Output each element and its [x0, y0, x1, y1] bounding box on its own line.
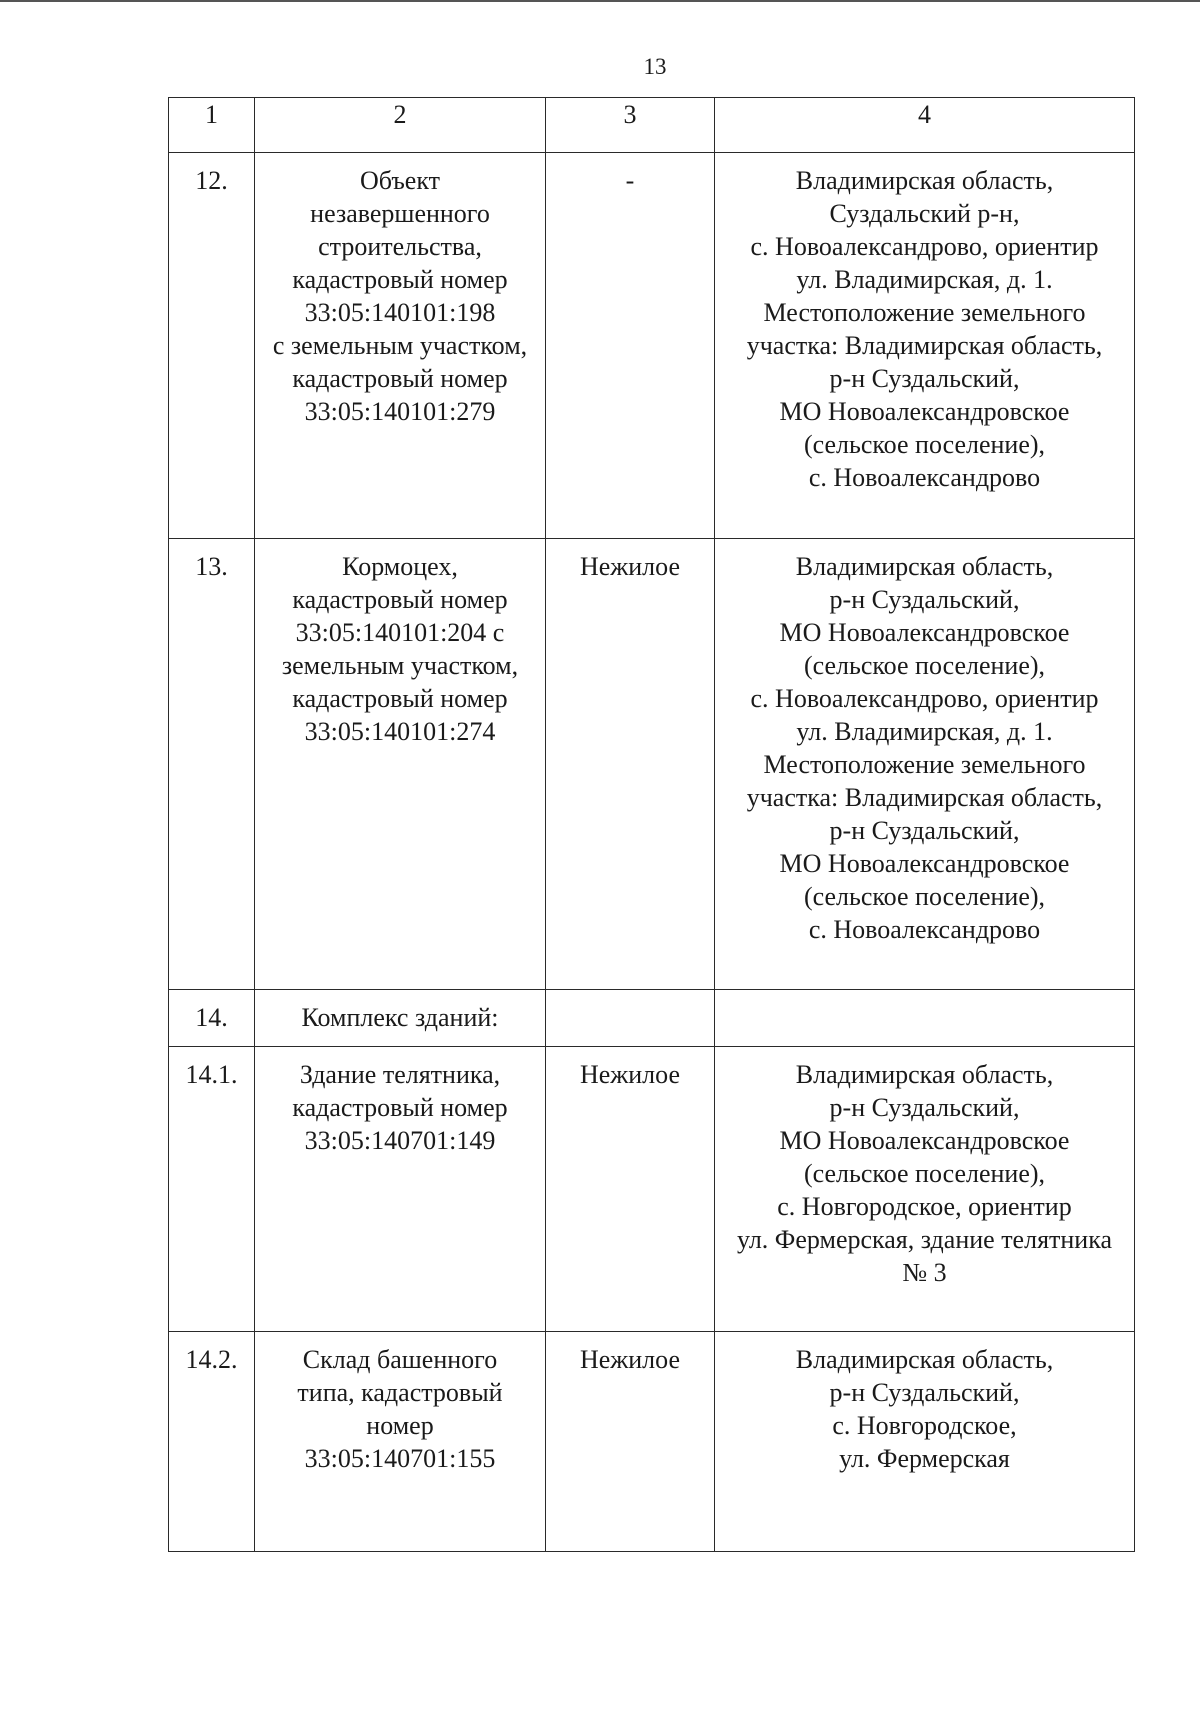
- object-address: Владимирская область, р-н Суздальский, МО Новоалександровское (сельское поселение), с. Новоалександрово, ориентир ул. Владимирская, д. 1. Местоположение земельного участка: Владимирская область, р-н Суздальский, МО Новоалександровское (сельское поселение), с. Новоалександрово: [715, 539, 1135, 990]
- table-row: [169, 153, 1135, 539]
- table-row: [169, 1332, 1135, 1552]
- row-number: 13.: [169, 539, 255, 990]
- header-col-3: 3: [546, 98, 715, 153]
- top-rule: [0, 0, 1200, 2]
- header-col-4: 4: [715, 98, 1135, 153]
- page-number: 13: [643, 54, 667, 79]
- object-purpose: -: [546, 153, 715, 539]
- header-col-1: 1: [169, 98, 255, 153]
- object-purpose: [546, 990, 715, 1047]
- table-header-row: [169, 98, 1135, 153]
- object-description: Кормоцех, кадастровый номер 33:05:140101:204 с земельным участком, кадастровый номер 33:05:140101:274: [255, 539, 546, 990]
- object-purpose: Нежилое: [546, 1332, 715, 1552]
- table-row: [169, 1047, 1135, 1332]
- row-number: 12.: [169, 153, 255, 539]
- object-address: Владимирская область, р-н Суздальский, МО Новоалександровское (сельское поселение), с. Новгородское, ориентир ул. Фермерская, здание телятника № 3: [715, 1047, 1135, 1332]
- table-row: [169, 990, 1135, 1047]
- object-description: Склад башенного типа, кадастровый номер 33:05:140701:155: [255, 1332, 546, 1552]
- object-address: [715, 990, 1135, 1047]
- object-description: Комплекс зданий:: [255, 990, 546, 1047]
- object-purpose: Нежилое: [546, 1047, 715, 1332]
- table-row: [169, 539, 1135, 990]
- row-number: 14.1.: [169, 1047, 255, 1332]
- object-purpose: Нежилое: [546, 539, 715, 990]
- object-address: Владимирская область, Суздальский р-н, с. Новоалександрово, ориентир ул. Владимирская, д. 1. Местоположение земельного участка: Владимирская область, р-н Суздальский, МО Новоалександровское (сельское поселение), с. Новоалександрово: [715, 153, 1135, 539]
- object-address: Владимирская область, р-н Суздальский, с. Новгородское, ул. Фермерская: [715, 1332, 1135, 1552]
- row-number: 14.: [169, 990, 255, 1047]
- header-col-2: 2: [255, 98, 546, 153]
- object-description: Здание телятника, кадастровый номер 33:05:140701:149: [255, 1047, 546, 1332]
- property-table: [168, 97, 1135, 1552]
- object-description: Объект незавершенного строительства, кадастровый номер 33:05:140101:198 с земельным участком, кадастровый номер 33:05:140101:279: [255, 153, 546, 539]
- row-number: 14.2.: [169, 1332, 255, 1552]
